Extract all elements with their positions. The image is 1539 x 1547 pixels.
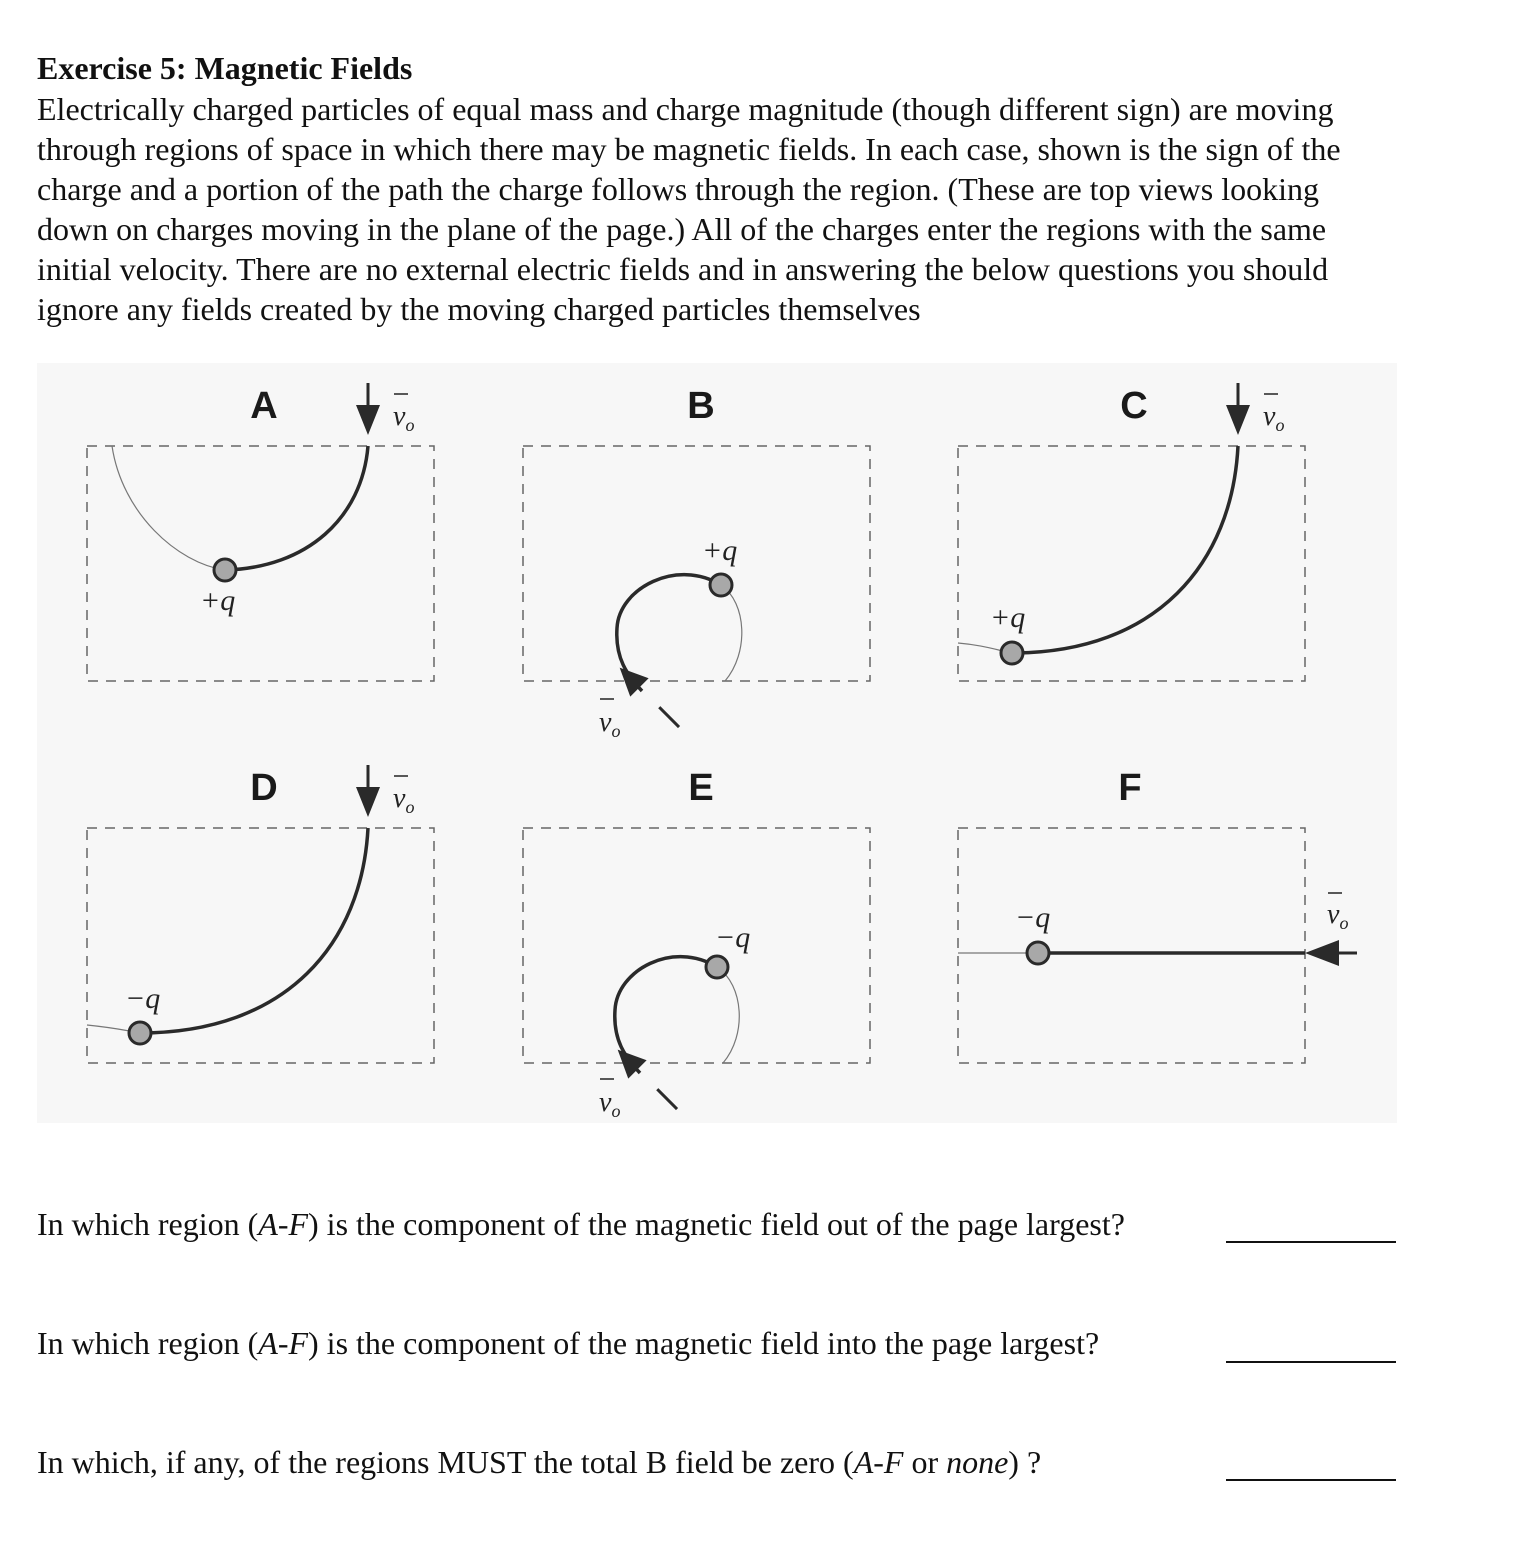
particle-icon — [706, 956, 728, 978]
velocity-label: $v_o$ — [393, 401, 415, 435]
region-label: D — [250, 767, 278, 809]
magnetic-field-figure — [37, 363, 1397, 1123]
figure-background — [37, 363, 1397, 1123]
charge-label: +q — [990, 601, 1026, 634]
charge-label: −q — [125, 982, 161, 1015]
intro-line: charge and a portion of the path the charge follows through the region. (These are top views looking — [37, 171, 1319, 207]
intro-line: ignore any fields created by the moving charged particles themselves — [37, 291, 921, 327]
intro-line: down on charges moving in the plane of the page.) All of the charges enter the regions with the same — [37, 211, 1327, 247]
velocity-label: $v_o$ — [599, 1087, 621, 1121]
region-label: E — [688, 767, 714, 809]
question-3: In which, if any, of the regions MUST the total B field be zero (A-F or none) ? — [37, 1444, 1042, 1480]
charge-label: −q — [1015, 901, 1051, 934]
question-2: In which region (A-F) is the component of the magnetic field into the page largest? — [37, 1325, 1100, 1361]
answer-blank-3[interactable] — [1226, 1479, 1396, 1481]
velocity-label: $v_o$ — [393, 783, 415, 817]
answer-blank-2[interactable] — [1226, 1361, 1396, 1363]
particle-icon — [1001, 642, 1023, 664]
answer-blank-1[interactable] — [1226, 1241, 1396, 1243]
intro-paragraph — [37, 89, 1497, 329]
intro-line: initial velocity. There are no external electric fields and in answering the below questions you should — [37, 251, 1329, 287]
particle-icon — [129, 1022, 151, 1044]
region-label: F — [1118, 767, 1142, 809]
velocity-label: $v_o$ — [599, 707, 621, 741]
charge-label: +q — [200, 584, 236, 617]
region-label: B — [687, 385, 715, 427]
intro-line: through regions of space in which there may be magnetic fields. In each case, shown is the sign of the — [37, 131, 1341, 167]
particle-icon — [710, 574, 732, 596]
exercise-title: Exercise 5: Magnetic Fields — [37, 50, 413, 86]
particle-icon — [214, 559, 236, 581]
velocity-label: $v_o$ — [1263, 401, 1285, 435]
charge-label: +q — [702, 534, 738, 567]
region-label: A — [250, 385, 278, 427]
region-label: C — [1120, 385, 1148, 427]
question-1: In which region (A-F) is the component of the magnetic field out of the page largest? — [37, 1206, 1125, 1242]
intro-line: Electrically charged particles of equal mass and charge magnitude (though different sign) are moving — [37, 91, 1334, 127]
charge-label: −q — [715, 921, 751, 954]
velocity-label: $v_o$ — [1327, 899, 1349, 933]
particle-icon — [1027, 942, 1049, 964]
